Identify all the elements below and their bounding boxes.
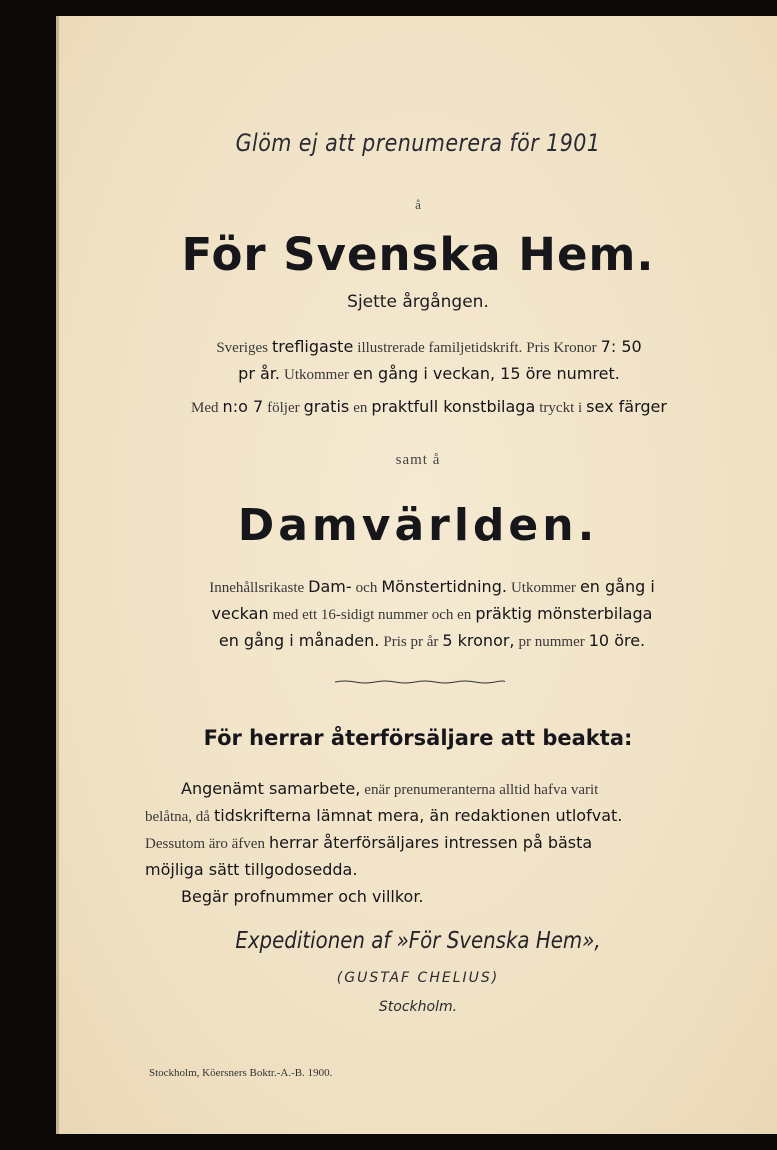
text-run: en gång i veckan, 15 öre numret.: [352, 364, 620, 383]
text-run: herrar återförsäljares intressen på bästa: [268, 833, 593, 852]
price-text: 10 öre.: [588, 631, 646, 650]
text-run: n:o 7: [222, 397, 264, 416]
text-run: praktfull konstbilaga: [371, 397, 536, 416]
text-run: belåtna, då: [145, 809, 210, 825]
connector-a: å: [415, 197, 421, 212]
text-run: Begär profnummer och villkor.: [181, 887, 424, 906]
ornamental-divider: [335, 680, 505, 684]
text-run: en gång i månaden.: [218, 631, 380, 650]
text-run: en gång i: [579, 577, 655, 596]
price-text: 5 kronor,: [442, 631, 515, 650]
year-subtitle: Sjette årgången.: [347, 292, 489, 312]
text-run: en: [353, 400, 368, 416]
text-run: följer: [267, 400, 300, 416]
text-run: tryckt i: [539, 400, 583, 416]
description-paragraph-damvarlden: [139, 574, 725, 655]
magazine-title-svenska-hem: För Svenska Hem.: [181, 228, 655, 281]
text-run: med ett 16-sidigt nummer och en: [272, 607, 472, 623]
text-run: Utkommer: [510, 580, 576, 596]
connector-samt-a: samt å: [395, 452, 441, 468]
text-run: Innehållsrikaste: [209, 580, 305, 596]
publisher-name: (GUSTAF CHELIUS): [336, 970, 500, 986]
price-text: 7: 50: [600, 337, 642, 356]
text-run: Sveriges: [216, 340, 268, 356]
text-run: enär prenumeranterna alltid hafva varit: [364, 782, 599, 798]
retailer-heading: För herrar återförsäljare att beakta:: [203, 726, 633, 750]
bonus-paragraph: [141, 394, 717, 421]
text-run: trefligaste: [272, 337, 354, 356]
text-run: Mönstertidning.: [381, 577, 507, 596]
text-run: Pris pr år: [383, 634, 439, 650]
magazine-title-damvarlden: Damvärlden.: [237, 500, 599, 551]
text-run: veckan: [211, 604, 269, 623]
text-run: präktig mönsterbilaga: [475, 604, 653, 623]
text-run: Utkommer: [283, 367, 349, 383]
text-run: Dessutom äro äfven: [145, 836, 265, 852]
description-paragraph-svenska-hem: [141, 334, 717, 388]
text-run: Angenämt samarbete,: [181, 779, 361, 798]
text-run: Pris Kronor: [526, 340, 597, 356]
retailer-paragraph: [145, 776, 727, 911]
text-run: illustrerade familjetidskrift.: [357, 340, 523, 356]
text-run: och: [355, 580, 378, 596]
headline: Glöm ej att prenumerera för 1901: [235, 129, 601, 157]
text-run: Dam-: [308, 577, 352, 596]
text-run: pr nummer: [518, 634, 585, 650]
text-run: tidskrifterna lämnat mera, än redaktionen utlofvat.: [213, 806, 623, 825]
text-run: gratis: [303, 397, 350, 416]
publisher-city: Stockholm.: [378, 999, 458, 1015]
printer-imprint: Stockholm, Köersners Boktr.-A.-B. 1900.: [149, 1067, 333, 1079]
expedition-line: Expeditionen af »För Svenska Hem»,: [235, 928, 601, 954]
text-run: möjliga sätt tillgodosedda.: [145, 860, 358, 879]
text-run: Med: [191, 400, 219, 416]
text-run: sex färger: [586, 397, 667, 416]
document-page: [56, 16, 777, 1134]
text-run: pr år.: [238, 364, 280, 383]
